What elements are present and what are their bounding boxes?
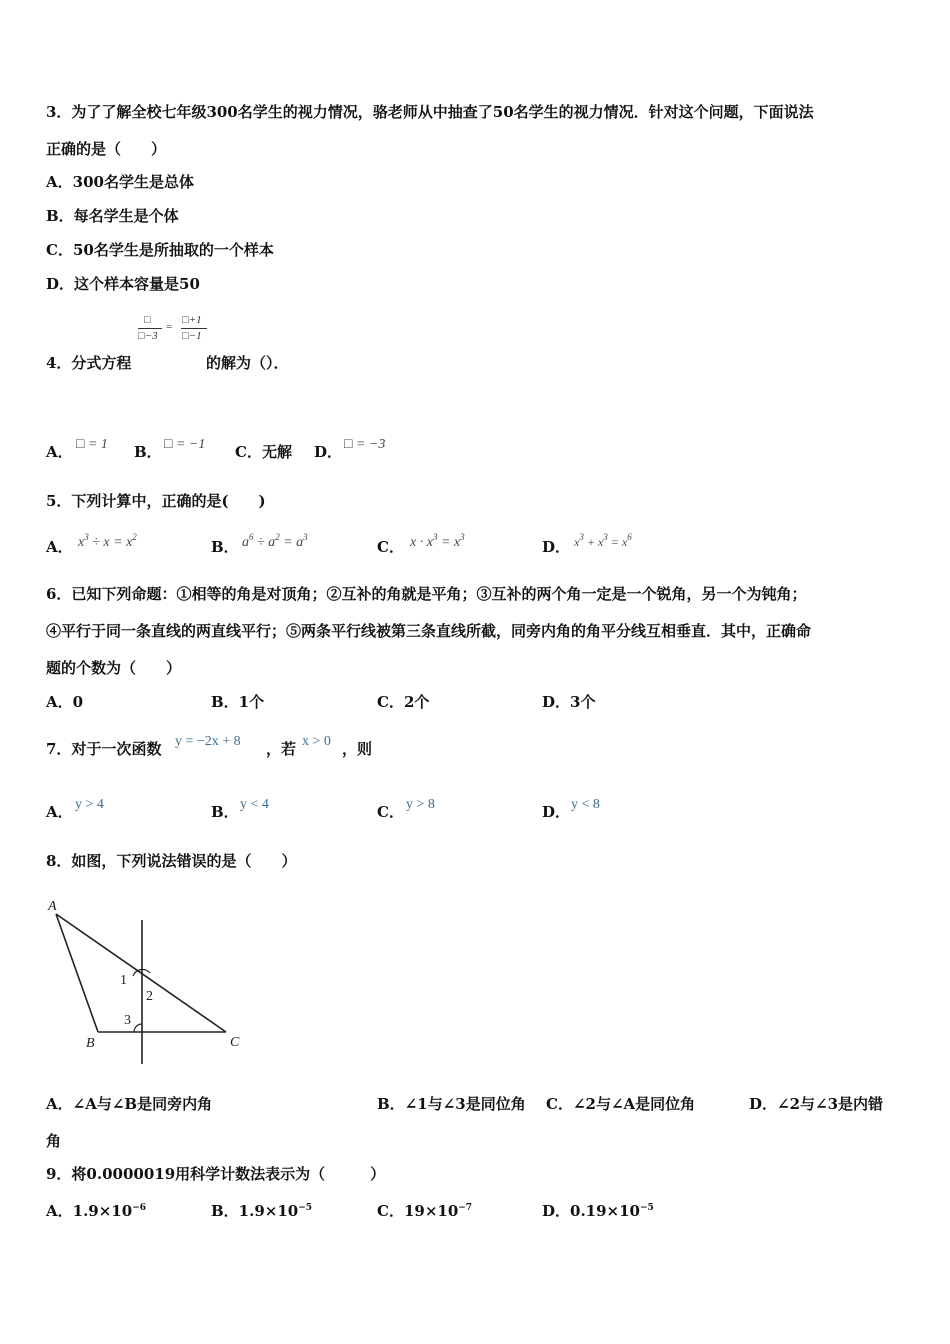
q5-option-d-label: D．: [542, 538, 571, 556]
q4-right-numerator: □+1: [182, 314, 202, 326]
q4-fraction-equation: [138, 314, 218, 348]
q8-option-a: A．∠A与∠B是同旁内角: [46, 1095, 213, 1113]
q8-option-d-wrap: 角: [46, 1132, 62, 1150]
q9-option-c: [377, 1198, 472, 1221]
q3-stem-line1: 3．为了了解全校七年级300名学生的视力情况，骆老师从中抽查了50名学生的视力情况．针对这个问题，下面说法: [46, 103, 814, 121]
q4-stem-prefix: 4．分式方程: [46, 354, 132, 372]
q7-option-a-label: A．: [46, 803, 73, 821]
q3-stem-line2: 正确的是（ ）: [46, 140, 167, 158]
q4-option-d-math: □ = −3: [344, 437, 386, 452]
q5-option-c-math: $x \cdot x^3 = x^3$: [410, 532, 465, 550]
q5-stem: 5．下列计算中，正确的是( ): [46, 492, 266, 510]
q7-option-d-math: y < 8: [571, 797, 600, 812]
q9-option-d: [542, 1198, 654, 1221]
q8-option-b: B．∠1与∠3是同位角: [377, 1095, 526, 1113]
q6-stem-line3: 题的个数为（ ）: [46, 659, 182, 677]
q3-option-b: B．每名学生是个体: [46, 207, 179, 225]
q9-option-b-exponent: −5: [298, 1203, 313, 1213]
q4-left-numerator: □: [144, 314, 151, 326]
q4-option-a-math: □ = 1: [76, 437, 108, 452]
q7-option-b-math: y < 4: [240, 797, 269, 812]
q5-option-b-label: B．: [211, 538, 239, 556]
q4-equals: =: [166, 321, 173, 333]
q7-option-c-math: y > 8: [406, 797, 435, 812]
q8-option-c: C．∠2与∠A是同位角: [546, 1095, 696, 1113]
q4-option-b-math: □ = −1: [164, 437, 206, 452]
q8-option-d: D．∠2与∠3是内错: [749, 1095, 884, 1113]
q6-option-c: C．2个: [377, 693, 430, 711]
q7-stem-prefix: 7．对于一次函数: [46, 740, 162, 758]
q3-option-d: D．这个样本容量是50: [46, 275, 200, 293]
q7-stem-suffix: ，则: [342, 740, 373, 758]
q6-option-d: D．3个: [542, 693, 596, 711]
q9-option-b-base: B．1.9×10: [211, 1202, 299, 1220]
q4-option-b-label: B．: [134, 443, 162, 461]
q5-option-a-math: $x^3 \div x = x^2$: [78, 532, 137, 550]
q3-option-c: C．50名学生是所抽取的一个样本: [46, 241, 274, 259]
q5-option-b-math: $a^6 \div a^2 = a^3$: [242, 532, 308, 550]
q7-condition: x > 0: [302, 734, 331, 749]
q6-option-b: B．1个: [211, 693, 265, 711]
q5-option-c-label: C．: [377, 538, 404, 556]
q6-option-a: A．0: [46, 693, 84, 711]
q5-option-a-label: A．: [46, 538, 73, 556]
q3-option-a: A．300名学生是总体: [46, 173, 194, 191]
q8-angle-2: 2: [146, 989, 153, 1004]
q9-stem: 9．将0.0000019用科学计数法表示为（ ）: [46, 1165, 386, 1183]
q8-label-b: B: [86, 1036, 95, 1051]
q4-option-a-label: A．: [46, 443, 73, 461]
q7-option-c-label: C．: [377, 803, 404, 821]
q8-triangle-figure: [44, 896, 254, 1068]
q9-option-d-exponent: −5: [639, 1203, 654, 1213]
q4-option-c: C．无解: [235, 443, 292, 461]
q8-stem: 8．如图，下列说法错误的是（ ）: [46, 852, 297, 870]
q8-angle-3: 3: [124, 1013, 131, 1028]
q7-option-d-label: D．: [542, 803, 571, 821]
q6-stem-line1: 6．已知下列命题：①相等的角是对顶角；②互补的角就是平角；③互补的两个角一定是一个锐角，另一个为钝角；: [46, 585, 807, 603]
q9-option-a: [46, 1198, 146, 1221]
q7-stem-mid: ，若: [266, 740, 297, 758]
q6-stem-line2: ④平行于同一条直线的两直线平行；⑤两条平行线被第三条直线所截，同旁内角的角平分线互相垂直．其中，正确命: [46, 622, 812, 640]
q9-option-d-base: D．0.19×10: [542, 1202, 640, 1220]
q8-angle-1: 1: [120, 973, 127, 988]
q9-option-c-exponent: −7: [458, 1203, 473, 1213]
q8-label-a: A: [48, 899, 57, 914]
q4-left-denominator: □−3: [138, 330, 158, 342]
q5-option-d-math: $x^3 + x^3 = x^6$: [574, 532, 632, 549]
q9-option-c-base: C．19×10: [377, 1202, 459, 1220]
q7-option-a-math: y > 4: [75, 797, 104, 812]
q7-option-b-label: B．: [211, 803, 239, 821]
q9-option-b: [211, 1198, 312, 1221]
q4-option-d-label: D．: [314, 443, 343, 461]
q4-right-denominator: □−1: [182, 330, 202, 342]
q7-function: y = −2x + 8: [175, 734, 241, 749]
q9-option-a-exponent: −6: [132, 1203, 146, 1213]
q4-stem-suffix: 的解为（）．: [206, 354, 289, 372]
q9-option-a-base: A．1.9×10: [46, 1202, 133, 1220]
q8-label-c: C: [230, 1035, 240, 1050]
